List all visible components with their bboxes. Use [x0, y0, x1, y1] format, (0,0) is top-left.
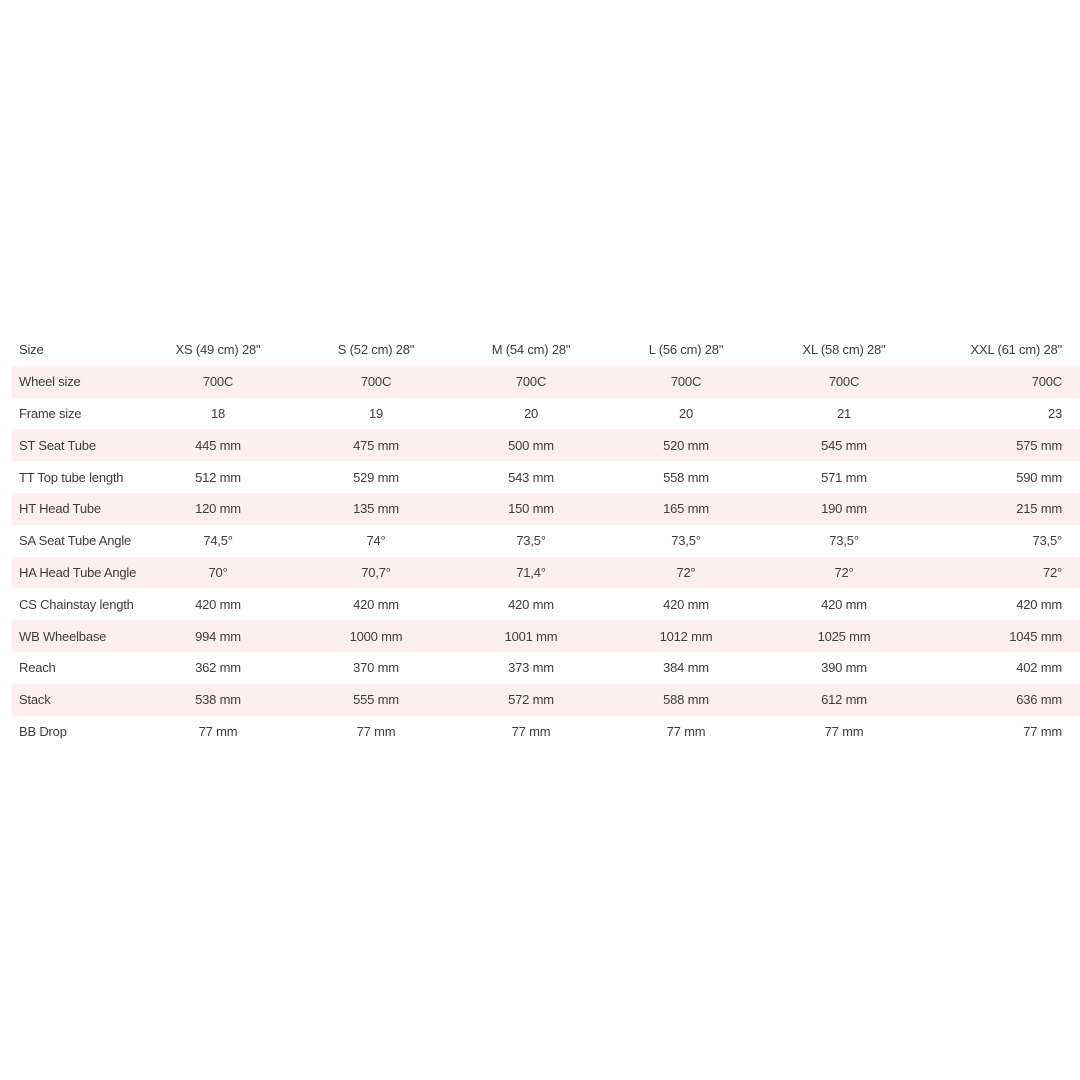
row-value: 135 mm	[298, 493, 454, 525]
table-row	[12, 366, 1080, 398]
row-value: 420 mm	[1016, 596, 1062, 612]
geometry-table	[12, 334, 1080, 747]
row-value: 71,4°	[454, 557, 608, 589]
row-value: 18	[210, 405, 226, 421]
row-value: 215 mm	[924, 493, 1080, 525]
row-label: SA Seat Tube Angle	[19, 533, 132, 549]
header-row	[12, 334, 1080, 366]
row-value: 73,5°	[516, 533, 546, 549]
row-value: 70,7°	[298, 557, 454, 589]
row-value: 700C	[608, 366, 764, 398]
table-row	[12, 684, 1080, 716]
row-label: HA Head Tube Angle	[12, 557, 138, 589]
row-label: Wheel size	[12, 366, 138, 398]
table-row	[12, 461, 1080, 493]
row-value: 555 mm	[298, 684, 454, 716]
row-value: 19	[368, 405, 384, 421]
row-label: ST Seat Tube	[12, 429, 138, 461]
size-header-s: S (52 cm) 28"	[337, 342, 415, 358]
row-value: 420 mm	[195, 596, 241, 612]
row-value: 558 mm	[663, 469, 709, 485]
row-value: 420 mm	[663, 596, 709, 612]
header-label: Size	[19, 342, 44, 358]
row-label: HT Head Tube	[12, 493, 138, 525]
row-value: 590 mm	[1016, 469, 1062, 485]
size-header-l: L (56 cm) 28"	[648, 342, 724, 358]
row-label: WB Wheelbase	[12, 620, 138, 652]
row-value: 120 mm	[138, 493, 298, 525]
row-value: 1012 mm	[608, 620, 764, 652]
row-value: 384 mm	[663, 660, 709, 676]
row-value: 994 mm	[138, 620, 298, 652]
row-value: 700C	[298, 366, 454, 398]
row-value: 74°	[366, 533, 386, 549]
row-label: BB Drop	[19, 723, 67, 739]
row-value: 445 mm	[138, 429, 298, 461]
table-row	[12, 588, 1080, 620]
row-value: 77 mm	[356, 723, 396, 739]
row-value: 500 mm	[454, 429, 608, 461]
row-value: 1001 mm	[454, 620, 608, 652]
row-label: Stack	[12, 684, 138, 716]
row-value: 73,5°	[829, 533, 859, 549]
row-value: 700C	[454, 366, 608, 398]
table-row	[12, 493, 1080, 525]
size-header-m: M (54 cm) 28"	[491, 342, 571, 358]
row-value: 73,5°	[671, 533, 701, 549]
table-row	[12, 620, 1080, 652]
row-value: 700C	[764, 366, 924, 398]
size-header-xl: XL (58 cm) 28"	[802, 342, 886, 358]
row-value: 72°	[924, 557, 1080, 589]
row-value: 1025 mm	[764, 620, 924, 652]
row-value: 545 mm	[764, 429, 924, 461]
row-value: 420 mm	[353, 596, 399, 612]
row-value: 20	[523, 405, 539, 421]
row-value: 700C	[924, 366, 1080, 398]
row-value: 72°	[608, 557, 764, 589]
table-row	[12, 716, 1080, 748]
table-row	[12, 652, 1080, 684]
row-value: 370 mm	[353, 660, 399, 676]
row-value: 588 mm	[608, 684, 764, 716]
row-value: 538 mm	[138, 684, 298, 716]
row-value: 572 mm	[454, 684, 608, 716]
size-header-xxl: XXL (61 cm) 28"	[970, 342, 1062, 358]
row-value: 190 mm	[764, 493, 924, 525]
row-value: 520 mm	[608, 429, 764, 461]
table-row	[12, 398, 1080, 430]
row-value: 77 mm	[1023, 723, 1062, 739]
row-value: 72°	[764, 557, 924, 589]
row-value: 420 mm	[821, 596, 867, 612]
row-label: Reach	[19, 660, 56, 676]
table-row	[12, 429, 1080, 461]
table-row	[12, 557, 1080, 589]
size-header-xs: XS (49 cm) 28"	[175, 342, 261, 358]
row-label: TT Top tube length	[19, 469, 124, 485]
row-value: 612 mm	[764, 684, 924, 716]
row-label: Frame size	[19, 405, 82, 421]
row-value: 700C	[138, 366, 298, 398]
row-value: 77 mm	[511, 723, 551, 739]
row-value: 77 mm	[666, 723, 706, 739]
row-value: 165 mm	[608, 493, 764, 525]
row-value: 373 mm	[508, 660, 554, 676]
row-value: 475 mm	[298, 429, 454, 461]
row-value: 529 mm	[353, 469, 399, 485]
row-value: 1045 mm	[924, 620, 1080, 652]
row-value: 1000 mm	[298, 620, 454, 652]
row-value: 21	[836, 405, 852, 421]
row-value: 20	[678, 405, 694, 421]
row-value: 571 mm	[821, 469, 867, 485]
row-value: 73,5°	[1032, 533, 1062, 549]
row-value: 543 mm	[508, 469, 554, 485]
table-body	[12, 366, 1080, 748]
row-value: 70°	[138, 557, 298, 589]
table-row	[12, 525, 1080, 557]
row-label: CS Chainstay length	[19, 596, 134, 612]
row-value: 77 mm	[824, 723, 864, 739]
row-value: 74,5°	[203, 533, 233, 549]
row-value: 512 mm	[195, 469, 241, 485]
row-value: 636 mm	[924, 684, 1080, 716]
row-value: 150 mm	[454, 493, 608, 525]
row-value: 420 mm	[508, 596, 554, 612]
row-value: 575 mm	[924, 429, 1080, 461]
row-value: 77 mm	[198, 723, 238, 739]
row-value: 390 mm	[821, 660, 867, 676]
row-value: 23	[1047, 405, 1062, 421]
row-value: 402 mm	[1016, 660, 1062, 676]
row-value: 362 mm	[195, 660, 241, 676]
